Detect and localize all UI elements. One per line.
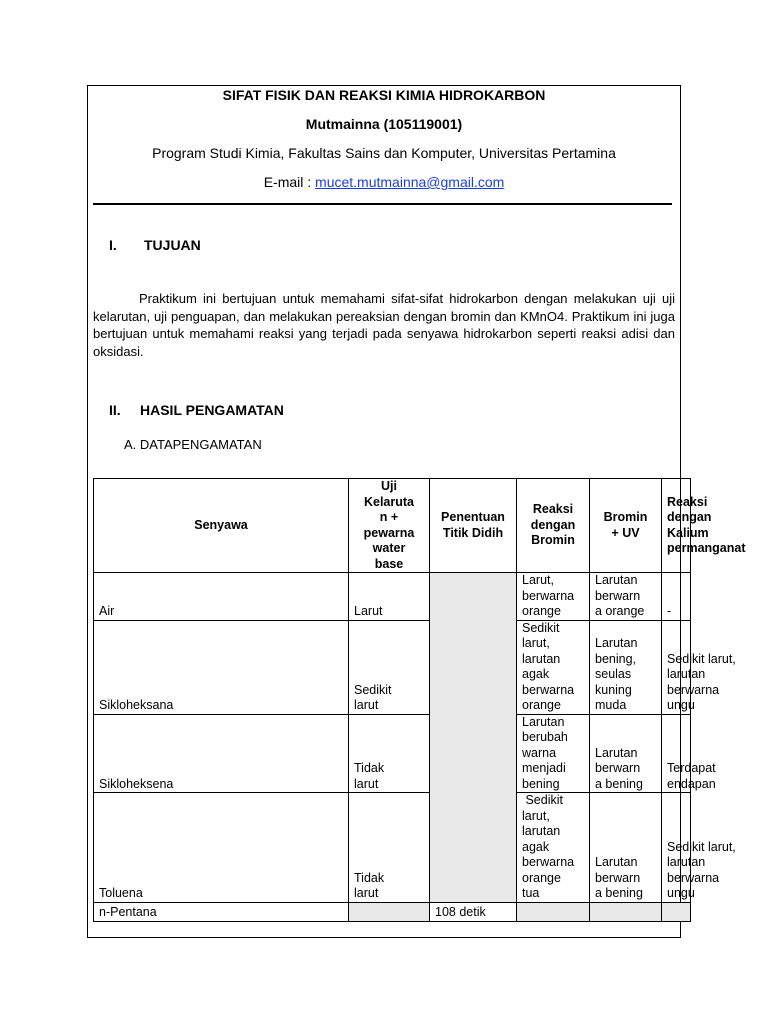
header-titik-didih: Penentuan Titik Didih (430, 479, 517, 573)
cell-kelarutan: Larut (349, 573, 430, 621)
table-row (94, 793, 691, 903)
cell-kmno4: - (662, 573, 691, 621)
table-row (94, 573, 691, 621)
affiliation-line: Program Studi Kimia, Fakultas Sains dan Komputer, Universitas Pertamina (152, 145, 616, 161)
cell-bromin: Larutan berubah warna menjadi bening (517, 714, 590, 793)
header-bromin-uv: Bromin + UV (590, 479, 662, 573)
cell-kmno4: Sedikit larut, larutan berwarna ungu (662, 793, 691, 903)
cell-kmno4: Terdapat endapan (662, 714, 691, 793)
table-row (94, 620, 691, 714)
cell-bromin-uv: Larutan berwarn a bening (590, 793, 662, 903)
section-1-number: I. (109, 237, 117, 253)
header-reaksi-bromin: Reaksi dengan Bromin (517, 479, 590, 573)
observation-table (93, 478, 746, 922)
cell-kmno4: Sedikit larut, larutan berwarna ungu (662, 620, 691, 714)
header-divider (93, 203, 672, 205)
header-uji-kelarutan: Uji Kelaruta n + pewarna water base (349, 479, 430, 573)
cell-senyawa: Air (94, 573, 349, 621)
header-kmno4: Reaksi dengan Kalium permanganat (662, 479, 691, 573)
cell-kelarutan: Sedikit larut (349, 620, 430, 714)
subsection-title: A. DATAPENGAMATAN (124, 437, 262, 452)
document-title: SIFAT FISIK DAN REAKSI KIMIA HIDROKARBON (222, 87, 546, 103)
cell-titik-didih: 108 detik (430, 902, 517, 921)
table-header-row (94, 479, 691, 573)
author-line: Mutmainna (105119001) (305, 116, 463, 132)
cell-bromin: Sedikit larut, larutan agak berwarna orange tua (517, 793, 590, 903)
cell-titik-didih (430, 573, 517, 903)
section-2-title: HASIL PENGAMATAN (140, 402, 284, 418)
cell-kelarutan (349, 902, 430, 921)
section-2-number: II. (109, 402, 121, 418)
table-row (94, 902, 691, 921)
cell-bromin: Larut, berwarna orange (517, 573, 590, 621)
email-label: E-mail : (263, 174, 316, 190)
cell-senyawa: Toluena (94, 793, 349, 903)
email-line (0, 174, 768, 190)
cell-senyawa: Sikloheksana (94, 620, 349, 714)
cell-kelarutan: Tidak larut (349, 714, 430, 793)
cell-bromin-uv (590, 902, 662, 921)
cell-bromin-uv: Larutan berwarn a orange (590, 573, 662, 621)
cell-kmno4 (662, 902, 691, 921)
cell-bromin (517, 902, 590, 921)
cell-senyawa: n-Pentana (94, 902, 349, 921)
cell-senyawa: Sikloheksena (94, 714, 349, 793)
cell-kelarutan: Tidak larut (349, 793, 430, 903)
cell-bromin-uv: Larutan bening, seulas kuning muda (590, 620, 662, 714)
table-row (94, 714, 691, 793)
cell-bromin-uv: Larutan berwarn a bening (590, 714, 662, 793)
objective-paragraph: Praktikum ini bertujuan untuk memahami sifat-sifat hidrokarbon dengan melakukan uji uji kelarutan, uji penguapan, dan melakukan pereaksian dengan bromin dan KMnO4. Praktikum ini juga bertujuan untuk memahami reaksi yang terjadi pada senyawa hidrokarbon seperti reaksi adisi dan oksidasi. (93, 291, 675, 359)
header-senyawa: Senyawa (94, 479, 349, 573)
section-1-title: TUJUAN (144, 237, 201, 253)
email-link[interactable]: mucet.mutmainna@gmail.com (315, 174, 505, 190)
cell-bromin: Sedikit larut, larutan agak berwarna orange (517, 620, 590, 714)
